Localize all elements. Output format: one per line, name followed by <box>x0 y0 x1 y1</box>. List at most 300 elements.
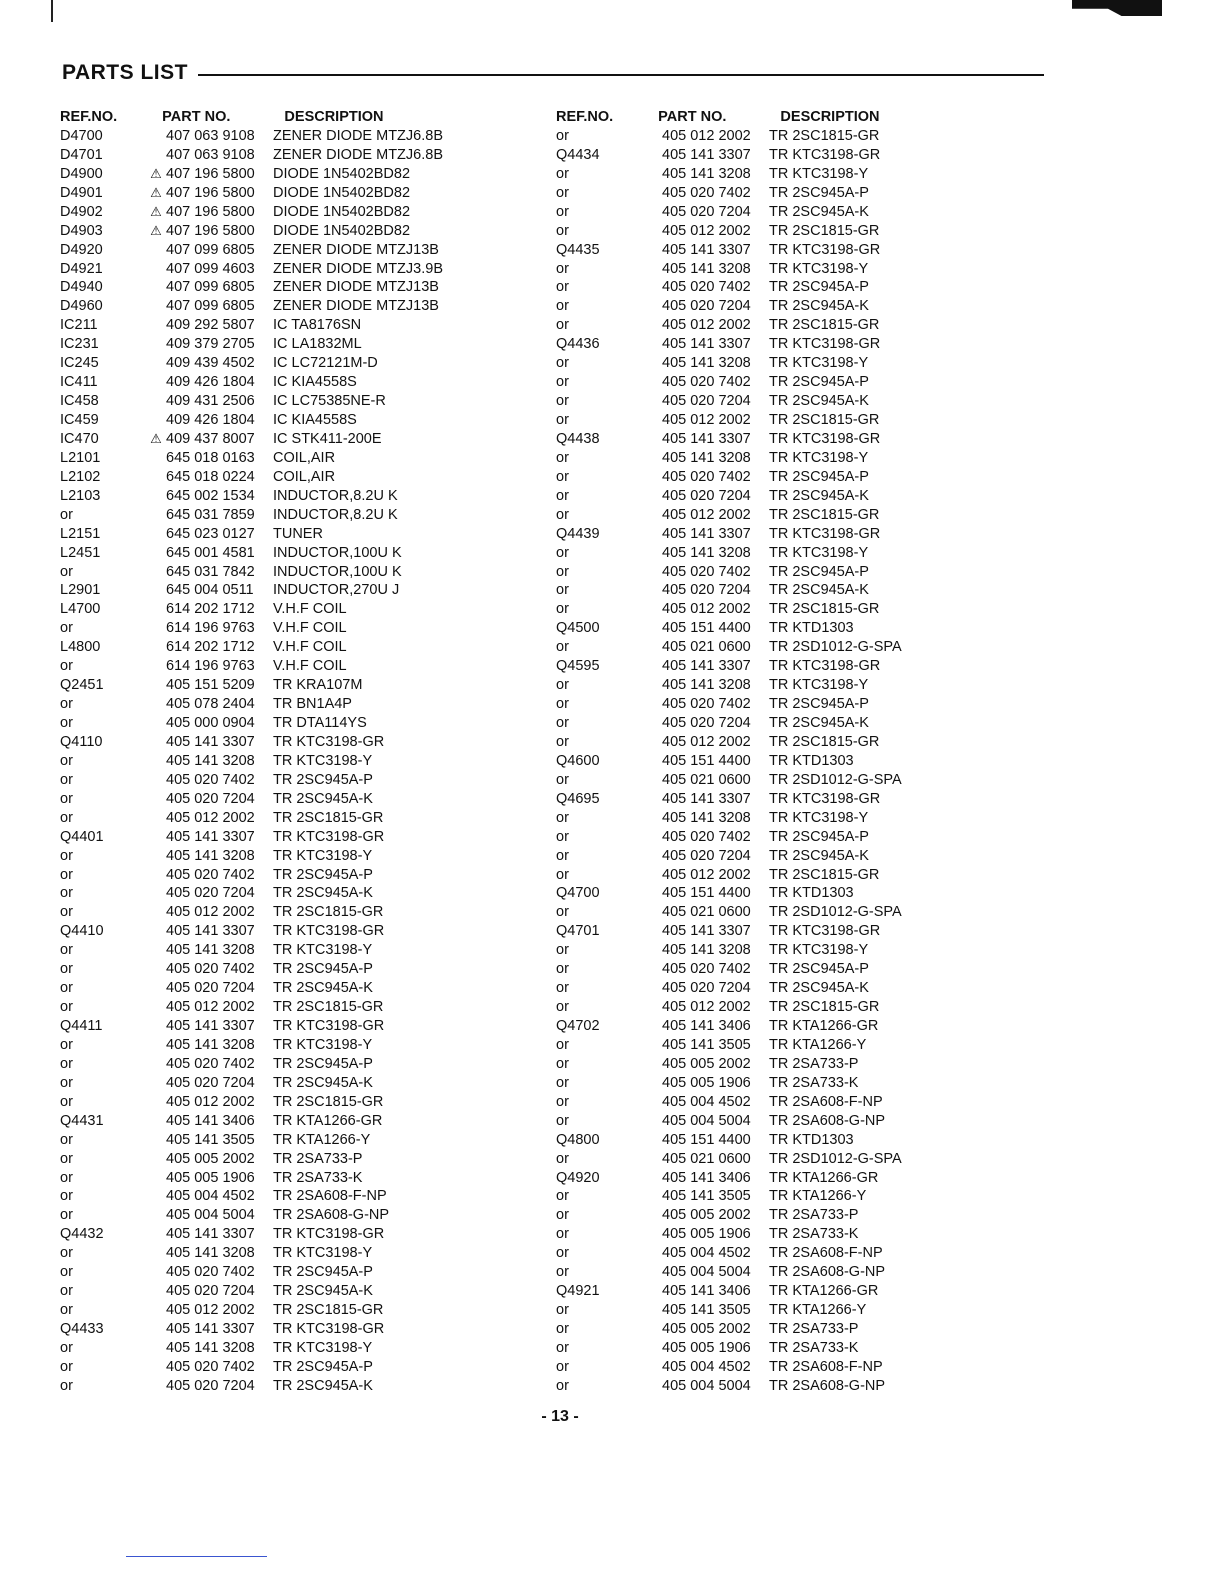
safety-warning-icon <box>642 241 662 260</box>
safety-warning-icon: ⚠ <box>150 203 162 219</box>
cell-description: IC KIA4558S <box>273 374 357 391</box>
table-row <box>60 260 530 279</box>
table-row <box>556 847 1026 866</box>
safety-warning-icon <box>642 1358 662 1377</box>
cell-part-no: 405 141 3307 <box>166 923 255 940</box>
cell-description: TR 2SC945A-K <box>273 1283 373 1300</box>
cell-part-no: 405 141 3208 <box>662 942 751 959</box>
cell-part-no: 407 099 4603 <box>166 260 255 277</box>
cell-part-no: 405 005 1906 <box>662 1226 751 1243</box>
safety-warning-icon <box>146 809 166 828</box>
cell-part-no: 405 020 7204 <box>166 980 255 997</box>
cell-description: ZENER DIODE MTZJ13B <box>273 241 439 258</box>
cell-ref-no: or <box>556 1339 569 1356</box>
table-row <box>556 203 1026 222</box>
cell-description: TR KTD1303 <box>769 752 854 769</box>
cell-description: TUNER <box>273 525 323 542</box>
cell-description: V.H.F COIL <box>273 620 347 637</box>
cell-part-no: 405 141 3208 <box>662 260 751 277</box>
cell-ref-no: or <box>60 1150 73 1167</box>
cell-description: TR KTA1266-GR <box>769 1283 879 1300</box>
cell-description: TR 2SA733-K <box>769 1339 859 1356</box>
cell-description: TR 2SC1815-GR <box>769 222 880 239</box>
cell-part-no: 405 005 2002 <box>166 1150 255 1167</box>
table-row <box>60 222 530 241</box>
cell-part-no: 405 020 7204 <box>662 847 751 864</box>
header-ref-no: REF.NO. <box>60 109 118 125</box>
table-row <box>556 563 1026 582</box>
cell-description: TR 2SC1815-GR <box>769 506 880 523</box>
table-row <box>556 1112 1026 1131</box>
cell-part-no: 405 141 3307 <box>166 828 255 845</box>
cell-ref-no: or <box>60 1358 73 1375</box>
table-row <box>60 544 530 563</box>
cell-part-no: 405 012 2002 <box>166 1302 255 1319</box>
safety-warning-icon: ⚠ <box>150 184 162 200</box>
table-row <box>556 222 1026 241</box>
table-row <box>556 241 1026 260</box>
cell-ref-no: L4700 <box>60 601 101 618</box>
safety-warning-icon <box>146 733 166 752</box>
cell-ref-no: or <box>556 393 569 410</box>
table-row <box>60 1036 530 1055</box>
cell-ref-no: or <box>60 809 73 826</box>
cell-ref-no: or <box>556 809 569 826</box>
cell-ref-no: or <box>60 1188 73 1205</box>
table-row <box>556 1150 1026 1169</box>
cell-ref-no: D4900 <box>60 165 103 182</box>
cell-part-no: 405 141 3505 <box>662 1302 751 1319</box>
table-row <box>60 884 530 903</box>
safety-warning-icon <box>146 278 166 297</box>
table-row <box>556 884 1026 903</box>
cell-part-no: 405 005 1906 <box>662 1074 751 1091</box>
safety-warning-icon <box>146 1074 166 1093</box>
cell-part-no: 405 005 2002 <box>662 1321 751 1337</box>
cell-ref-no: L2901 <box>60 582 101 599</box>
table-body <box>556 127 1026 1396</box>
table-row <box>556 733 1026 752</box>
table-row <box>60 468 530 487</box>
table-row <box>556 260 1026 279</box>
safety-warning-icon <box>146 563 166 582</box>
cell-description: IC LC72121M-D <box>273 355 378 372</box>
table-row <box>60 165 530 184</box>
table-row <box>60 657 530 676</box>
cell-description: TR KTC3198-Y <box>273 1339 373 1356</box>
cell-ref-no: or <box>60 752 73 769</box>
cell-ref-no: or <box>556 1302 569 1319</box>
safety-warning-icon <box>642 127 662 146</box>
cell-ref-no: Q4800 <box>556 1131 600 1148</box>
cell-part-no: 405 141 3307 <box>662 336 751 353</box>
cell-description: TR KTC3198-GR <box>273 1321 385 1337</box>
cell-description: TR KTC3198-Y <box>769 449 869 466</box>
cell-description: TR KTC3198-Y <box>273 847 373 864</box>
safety-warning-icon <box>642 373 662 392</box>
cell-description: TR 2SC945A-P <box>273 1358 373 1375</box>
cell-description: TR 2SC945A-K <box>273 1377 373 1394</box>
cell-description: TR 2SC945A-P <box>273 961 373 978</box>
cell-description: TR KTC3198-Y <box>273 1036 373 1053</box>
cell-ref-no: IC411 <box>60 374 98 391</box>
cell-description: TR KTC3198-Y <box>273 752 373 769</box>
safety-warning-icon <box>146 544 166 563</box>
cell-part-no: 614 196 9763 <box>166 620 255 637</box>
safety-warning-icon <box>642 884 662 903</box>
cell-part-no: 405 004 5004 <box>662 1264 751 1281</box>
cell-part-no: 405 141 3307 <box>662 241 751 258</box>
safety-warning-icon <box>146 316 166 335</box>
cell-description: TR 2SC1815-GR <box>769 412 880 428</box>
safety-warning-icon <box>642 1377 662 1396</box>
cell-ref-no: or <box>60 980 73 997</box>
safety-warning-icon <box>146 1093 166 1112</box>
cell-description: ZENER DIODE MTZJ6.8B <box>273 127 443 144</box>
cell-ref-no: or <box>60 1283 73 1300</box>
cell-part-no: 405 151 4400 <box>662 885 751 902</box>
safety-warning-icon <box>146 449 166 468</box>
cell-ref-no: or <box>556 506 569 523</box>
table-row <box>60 1169 530 1188</box>
cell-description: TR KTD1303 <box>769 620 854 637</box>
table-row <box>556 411 1026 430</box>
table-row <box>556 1358 1026 1377</box>
cell-description: TR KRA107M <box>273 677 363 694</box>
cell-description: TR KTD1303 <box>769 885 854 902</box>
table-row <box>60 714 530 733</box>
header-description: DESCRIPTION <box>780 109 880 125</box>
cell-description: TR 2SA608-G-NP <box>273 1207 390 1224</box>
table-row <box>556 354 1026 373</box>
cell-part-no: 645 002 1534 <box>166 487 255 504</box>
safety-warning-icon <box>146 392 166 411</box>
cell-ref-no: or <box>60 1169 73 1186</box>
table-row <box>60 941 530 960</box>
safety-warning-icon <box>642 752 662 771</box>
cell-description: TR 2SC945A-K <box>769 715 869 731</box>
table-row <box>556 581 1026 600</box>
cell-part-no: 645 018 0163 <box>166 449 255 466</box>
table-row <box>60 903 530 922</box>
cell-part-no: 409 431 2506 <box>166 393 255 410</box>
safety-warning-icon <box>146 771 166 790</box>
safety-warning-icon <box>642 354 662 373</box>
cell-part-no: 405 151 5209 <box>166 677 255 694</box>
safety-warning-icon <box>642 828 662 847</box>
table-row <box>556 979 1026 998</box>
cell-part-no: 407 099 6805 <box>166 241 255 258</box>
safety-warning-icon <box>642 1169 662 1188</box>
cell-ref-no: or <box>556 771 569 788</box>
table-row <box>556 600 1026 619</box>
cell-description: DIODE 1N5402BD82 <box>273 184 411 201</box>
safety-warning-icon <box>642 297 662 316</box>
safety-warning-icon <box>146 335 166 354</box>
cell-description: INDUCTOR,100U K <box>273 544 402 561</box>
cell-ref-no: or <box>556 733 569 750</box>
cell-ref-no: Q4436 <box>556 336 600 353</box>
cell-ref-no: L2451 <box>60 544 101 561</box>
cell-description: TR 2SC1815-GR <box>273 904 384 921</box>
cell-description: TR KTA1266-Y <box>769 1188 867 1205</box>
table-row <box>60 373 530 392</box>
cell-part-no: 405 020 7402 <box>662 563 751 580</box>
header-description: DESCRIPTION <box>284 109 384 125</box>
safety-warning-icon <box>642 544 662 563</box>
table-row <box>60 752 530 771</box>
table-body <box>60 127 530 1396</box>
safety-warning-icon <box>642 922 662 941</box>
safety-warning-icon <box>642 619 662 638</box>
cell-part-no: 405 004 4502 <box>662 1093 751 1110</box>
cell-part-no: 405 141 3406 <box>662 1018 751 1034</box>
cell-ref-no: or <box>60 885 73 902</box>
cell-description: INDUCTOR,8.2U K <box>273 487 398 504</box>
safety-warning-icon <box>642 506 662 525</box>
safety-warning-icon <box>146 1017 166 1036</box>
cell-description: TR 2SA733-K <box>273 1169 363 1186</box>
cell-ref-no: Q4433 <box>60 1321 104 1337</box>
cell-ref-no: or <box>556 1245 569 1262</box>
cell-part-no: 405 012 2002 <box>166 904 255 921</box>
cell-ref-no: or <box>60 790 73 807</box>
safety-warning-icon <box>146 1282 166 1301</box>
cell-description: TR 2SC945A-K <box>769 582 869 599</box>
safety-warning-icon <box>146 297 166 316</box>
safety-warning-icon <box>642 657 662 676</box>
cell-part-no: 405 020 7204 <box>166 885 255 902</box>
table-row <box>60 1093 530 1112</box>
cell-ref-no: or <box>556 1074 569 1091</box>
cell-ref-no: IC245 <box>60 355 99 372</box>
cell-description: TR KTA1266-GR <box>769 1018 879 1034</box>
cell-ref-no: or <box>60 961 73 978</box>
safety-warning-icon <box>146 960 166 979</box>
safety-warning-icon <box>146 866 166 885</box>
cell-part-no: 405 078 2404 <box>166 696 255 713</box>
table-row <box>556 1301 1026 1320</box>
cell-ref-no: or <box>556 279 569 296</box>
cell-part-no: 405 021 0600 <box>662 1150 751 1167</box>
safety-warning-icon <box>642 998 662 1017</box>
table-row <box>60 203 530 222</box>
safety-warning-icon <box>642 771 662 790</box>
cell-part-no: 645 001 4581 <box>166 544 255 561</box>
bottom-line <box>126 1556 267 1557</box>
cell-part-no: 405 141 3307 <box>166 733 255 750</box>
table-row <box>556 714 1026 733</box>
safety-warning-icon <box>146 1131 166 1150</box>
table-row <box>556 506 1026 525</box>
table-row <box>60 828 530 847</box>
cell-part-no: 409 437 8007 <box>166 430 255 447</box>
cell-part-no: 405 020 7204 <box>662 203 751 220</box>
table-row <box>556 184 1026 203</box>
cell-description: TR 2SC945A-P <box>769 696 869 713</box>
cell-description: TR KTC3198-Y <box>769 355 869 372</box>
safety-warning-icon <box>146 468 166 487</box>
table-row <box>556 468 1026 487</box>
safety-warning-icon <box>146 1055 166 1074</box>
cell-part-no: 405 005 1906 <box>166 1169 255 1186</box>
safety-warning-icon <box>146 1377 166 1396</box>
table-row <box>60 1131 530 1150</box>
cell-description: TR 2SC1815-GR <box>273 809 384 826</box>
table-row <box>60 335 530 354</box>
safety-warning-icon <box>642 146 662 165</box>
cell-description: TR 2SA733-P <box>769 1055 859 1072</box>
table-row <box>556 903 1026 922</box>
table-row <box>60 1150 530 1169</box>
safety-warning-icon <box>642 165 662 184</box>
table-row <box>60 127 530 146</box>
cell-description: TR 2SC945A-P <box>769 563 869 580</box>
safety-warning-icon <box>642 411 662 430</box>
cell-part-no: 405 151 4400 <box>662 1131 751 1148</box>
cell-description: TR 2SC945A-K <box>769 847 869 864</box>
cell-ref-no: D4921 <box>60 260 103 277</box>
cell-ref-no: or <box>556 544 569 561</box>
table-row <box>556 1206 1026 1225</box>
cell-description: COIL,AIR <box>273 449 336 466</box>
cell-description: TR 2SD1012-G-SPA <box>769 639 902 656</box>
cell-ref-no: or <box>556 715 569 731</box>
table-row <box>60 922 530 941</box>
cell-part-no: 405 004 5004 <box>662 1112 751 1129</box>
table-row <box>60 771 530 790</box>
cell-part-no: 405 012 2002 <box>166 999 255 1016</box>
cell-ref-no: or <box>60 771 73 788</box>
cell-ref-no: or <box>556 127 569 144</box>
cell-part-no: 405 020 7402 <box>662 696 751 713</box>
safety-warning-icon <box>642 1017 662 1036</box>
safety-warning-icon <box>146 373 166 392</box>
table-header <box>556 108 1026 127</box>
cell-part-no: 409 426 1804 <box>166 374 255 391</box>
cell-description: TR KTC3198-GR <box>769 241 881 258</box>
table-row <box>60 960 530 979</box>
cell-description: TR 2SC1815-GR <box>769 866 880 883</box>
cell-part-no: 407 196 5800 <box>166 203 255 220</box>
safety-warning-icon <box>146 354 166 373</box>
safety-warning-icon <box>642 1093 662 1112</box>
cell-part-no: 405 141 3208 <box>166 847 255 864</box>
safety-warning-icon <box>146 1320 166 1339</box>
cell-part-no: 405 141 3505 <box>166 1131 255 1148</box>
table-row <box>556 638 1026 657</box>
table-row <box>556 771 1026 790</box>
table-row <box>60 506 530 525</box>
cell-description: V.H.F COIL <box>273 601 347 618</box>
safety-warning-icon <box>146 1339 166 1358</box>
cell-description: TR KTC3198-Y <box>769 809 869 826</box>
table-row <box>556 146 1026 165</box>
cell-description: IC LC75385NE-R <box>273 393 386 410</box>
safety-warning-icon <box>642 733 662 752</box>
safety-warning-icon <box>146 1244 166 1263</box>
cell-part-no: 405 020 7204 <box>662 298 751 315</box>
safety-warning-icon <box>146 1206 166 1225</box>
cell-ref-no: or <box>556 449 569 466</box>
cell-description: TR KTC3198-GR <box>273 1018 385 1034</box>
table-row <box>556 487 1026 506</box>
cell-part-no: 405 005 2002 <box>662 1207 751 1224</box>
cell-ref-no: or <box>556 961 569 978</box>
cell-part-no: 407 063 9108 <box>166 146 255 163</box>
cell-ref-no: or <box>60 1036 73 1053</box>
cell-ref-no: D4940 <box>60 279 103 296</box>
safety-warning-icon <box>146 752 166 771</box>
cell-ref-no: Q4110 <box>60 733 103 750</box>
safety-warning-icon <box>642 600 662 619</box>
table-row <box>556 1093 1026 1112</box>
table-row <box>60 1358 530 1377</box>
cell-part-no: 405 141 3307 <box>662 658 751 675</box>
cell-description: TR KTC3198-Y <box>273 942 373 959</box>
cell-ref-no: D4902 <box>60 203 103 220</box>
cell-part-no: 405 004 5004 <box>166 1207 255 1224</box>
cell-part-no: 405 020 7204 <box>662 393 751 410</box>
cell-description: TR KTC3198-GR <box>769 923 881 940</box>
table-row <box>60 1377 530 1396</box>
cell-description: TR 2SC945A-K <box>769 980 869 997</box>
cell-description: TR 2SC1815-GR <box>273 999 384 1016</box>
cell-ref-no: or <box>556 828 569 845</box>
safety-warning-icon <box>146 847 166 866</box>
cell-ref-no: or <box>60 1093 73 1110</box>
cell-description: TR KTC3198-GR <box>769 790 881 807</box>
safety-warning-icon <box>642 1339 662 1358</box>
cell-ref-no: Q2451 <box>60 677 104 694</box>
cell-description: TR 2SC1815-GR <box>769 317 880 334</box>
cell-part-no: 405 141 3307 <box>166 1226 255 1243</box>
cell-description: TR 2SA733-P <box>769 1207 859 1224</box>
cell-description: TR KTC3198-GR <box>769 146 881 163</box>
table-row <box>556 430 1026 449</box>
safety-warning-icon <box>642 203 662 222</box>
table-row <box>60 847 530 866</box>
cell-ref-no: Q4595 <box>556 658 600 675</box>
safety-warning-icon <box>642 1112 662 1131</box>
cell-description: TR KTC3198-GR <box>769 336 881 353</box>
table-row <box>556 127 1026 146</box>
safety-warning-icon <box>146 127 166 146</box>
table-row <box>60 866 530 885</box>
table-row <box>60 1301 530 1320</box>
cell-description: TR 2SC945A-K <box>273 980 373 997</box>
cell-part-no: 407 196 5800 <box>166 222 255 239</box>
cell-ref-no: IC211 <box>60 317 98 334</box>
safety-warning-icon <box>146 1150 166 1169</box>
table-row <box>556 828 1026 847</box>
cell-part-no: 405 020 7402 <box>662 184 751 201</box>
parts-table-left <box>60 108 530 1396</box>
table-row <box>60 1187 530 1206</box>
cell-part-no: 405 151 4400 <box>662 620 751 637</box>
cell-ref-no: L2101 <box>60 449 101 466</box>
table-row <box>556 1017 1026 1036</box>
table-row <box>60 1320 530 1339</box>
cell-part-no: 405 141 3307 <box>662 430 751 447</box>
safety-warning-icon <box>146 600 166 619</box>
cell-ref-no: or <box>556 317 569 334</box>
table-row <box>60 600 530 619</box>
cell-ref-no: L2102 <box>60 468 101 485</box>
table-row <box>60 581 530 600</box>
cell-ref-no: or <box>60 563 73 580</box>
cell-description: TR KTC3198-GR <box>769 430 881 447</box>
